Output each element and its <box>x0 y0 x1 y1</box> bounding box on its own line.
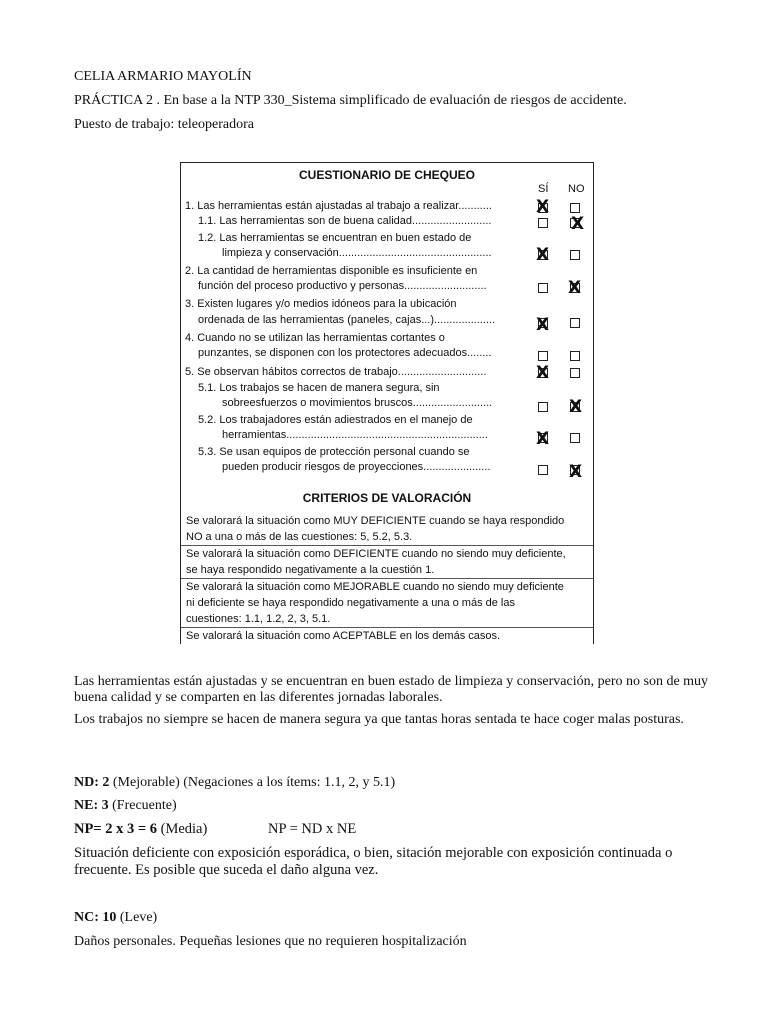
criteria-improvable: Se valorará la situación como MEJORABLE cuando no siendo muy deficiente <box>186 581 564 593</box>
question-5-1-cont: sobreesfuerzos o movimientos bruscos.......................... <box>222 397 493 409</box>
nd-label: ND: 2 <box>74 775 110 790</box>
practice-title: PRÁCTICA 2 . En base a la NTP 330_Sistema simplificado de evaluación de riesgos de accidente. <box>74 93 627 108</box>
paragraph-tools: Las herramientas están ajustadas y se encuentran en buen estado de limpieza y conservación, pero no son de muy buena calidad y se comparten en las diferentes jornadas laborales. <box>74 674 709 705</box>
checkbox-yes-1-2[interactable] <box>536 245 550 265</box>
nc-label: NC: 10 <box>74 910 117 925</box>
checkbox-no-2[interactable] <box>568 278 582 298</box>
question-5-2-cont: herramientas.................................................................. <box>222 429 488 441</box>
checkbox-yes-5-1[interactable] <box>538 402 548 412</box>
checkbox-no-5[interactable] <box>570 368 580 378</box>
checkbox-no-4[interactable] <box>570 351 580 361</box>
criteria-deficient-cont: se haya respondido negativamente a la cuestión 1. <box>186 564 435 576</box>
mark-yes-5: X <box>536 363 550 383</box>
checkbox-yes-2[interactable] <box>538 283 548 293</box>
ne-text: (Frecuente) <box>108 798 177 813</box>
checkbox-yes-4[interactable] <box>538 351 548 361</box>
mark-no-5-1: X <box>569 397 583 417</box>
column-yes: SÍ <box>538 183 549 195</box>
nc-line <box>74 909 157 926</box>
mark-yes-1-2: X <box>536 245 550 265</box>
criteria-improvable-cont-2: cuestiones: 1.1, 1.2, 2, 3, 5.1. <box>186 613 331 625</box>
criteria-improvable-cont: ni deficiente se haya respondido negativamente a una o más de las <box>186 597 515 609</box>
checkbox-no-5-2[interactable] <box>570 433 580 443</box>
nd-line <box>74 774 395 791</box>
nd-text: (Mejorable) (Negaciones a los ítems: 1.1, 2, y 5.1) <box>109 775 396 790</box>
checkbox-yes-3[interactable] <box>538 318 548 328</box>
question-1-2: 1.2. Las herramientas se encuentran en buen estado de <box>198 232 472 244</box>
question-4-cont: punzantes, se disponen con los protectores adecuados........ <box>198 347 492 359</box>
checkbox-no-1-1[interactable] <box>570 218 580 228</box>
column-no: NO <box>568 183 585 195</box>
checklist-image <box>180 162 594 644</box>
mark-yes-3: X <box>536 315 550 335</box>
criteria-acceptable: Se valorará la situación como ACEPTABLE en los demás casos. <box>186 630 501 642</box>
question-5-3: 5.3. Se usan equipos de protección personal cuando se <box>198 446 470 458</box>
question-2: 2. La cantidad de herramientas disponible es insuficiente en <box>185 265 478 277</box>
question-5: 5. Se observan hábitos correctos de trabajo............................. <box>185 366 487 378</box>
np-line <box>74 821 207 838</box>
workstation-label: Puesto de trabajo: teleoperadora <box>74 117 254 132</box>
mark-no-5-3: X <box>569 462 583 482</box>
question-3-cont: ordenada de las herramientas (paneles, cajas...).................... <box>198 314 496 326</box>
nc-text: (Leve) <box>116 910 158 925</box>
checklist-title: CUESTIONARIO DE CHEQUEO <box>298 168 475 182</box>
situation-text: Situación deficiente con exposición esporádica, o bien, sitación mejorable con exposición continuada o frecuente. Es posible que suceda el daño alguna vez. <box>74 845 673 878</box>
question-5-2: 5.2. Los trabajadores están adiestrados en el manejo de <box>198 414 473 426</box>
question-5-1: 5.1. Los trabajos se hacen de manera segura, sin <box>198 382 440 394</box>
question-1-1: 1.1. Las herramientas son de buena calidad.......................... <box>198 215 492 227</box>
checkbox-no-5-3[interactable] <box>570 465 580 475</box>
checkbox-no-3[interactable] <box>570 318 580 328</box>
criteria-deficient: Se valorará la situación como DEFICIENTE cuando no siendo muy deficiente, <box>186 548 566 560</box>
checkbox-yes-1[interactable] <box>538 203 548 213</box>
question-1-2-cont: limpieza y conservación.................................................. <box>222 247 492 259</box>
question-2-cont: función del proceso productivo y personas........................... <box>198 280 487 292</box>
checkbox-no-1-2[interactable] <box>570 250 580 260</box>
np-text: (Media) <box>156 821 208 837</box>
paragraph-work: Los trabajos no siempre se hacen de manera segura ya que tantas horas sentada te hace coger malas posturas. <box>74 712 684 727</box>
checkbox-yes-5-3[interactable] <box>538 465 548 475</box>
np-formula: NP = ND x NE <box>268 821 357 837</box>
criteria-very-deficient: Se valorará la situación como MUY DEFICIENTE cuando se haya respondido <box>186 515 565 527</box>
question-3: 3. Existen lugares y/o medios idóneos para la ubicación <box>185 298 457 310</box>
question-4: 4. Cuando no se utilizan las herramientas cortantes o <box>185 332 445 344</box>
mark-no-2: X <box>568 278 582 298</box>
question-5-3-cont: pueden producir riesgos de proyecciones...................... <box>222 461 491 473</box>
np-label: NP= 2 x 3 = 6 <box>74 821 157 837</box>
criteria-very-deficient-cont: NO a una o más de las cuestiones: 5, 5.2, 5.3. <box>186 531 413 543</box>
checkbox-yes-1-1[interactable] <box>538 218 548 228</box>
mark-yes-1: X <box>536 197 550 217</box>
checkbox-yes-5[interactable] <box>536 363 550 383</box>
checkbox-no-5-1[interactable] <box>569 397 583 417</box>
author-name: CELIA ARMARIO MAYOLÍN <box>74 69 252 84</box>
damage-text: Daños personales. Pequeñas lesiones que no requieren hospitalización <box>74 934 467 949</box>
question-1: 1. Las herramientas están ajustadas al trabajo a realizar........... <box>185 200 492 212</box>
checkbox-yes-5-2[interactable] <box>538 433 548 443</box>
criteria-title: CRITERIOS DE VALORACIÓN <box>302 491 472 505</box>
mark-no-1-1: X <box>571 214 585 234</box>
mark-yes-5-2: X <box>536 429 550 449</box>
ne-label: NE: 3 <box>74 798 109 813</box>
checkbox-no-1[interactable] <box>570 203 580 213</box>
ne-line <box>74 797 177 814</box>
